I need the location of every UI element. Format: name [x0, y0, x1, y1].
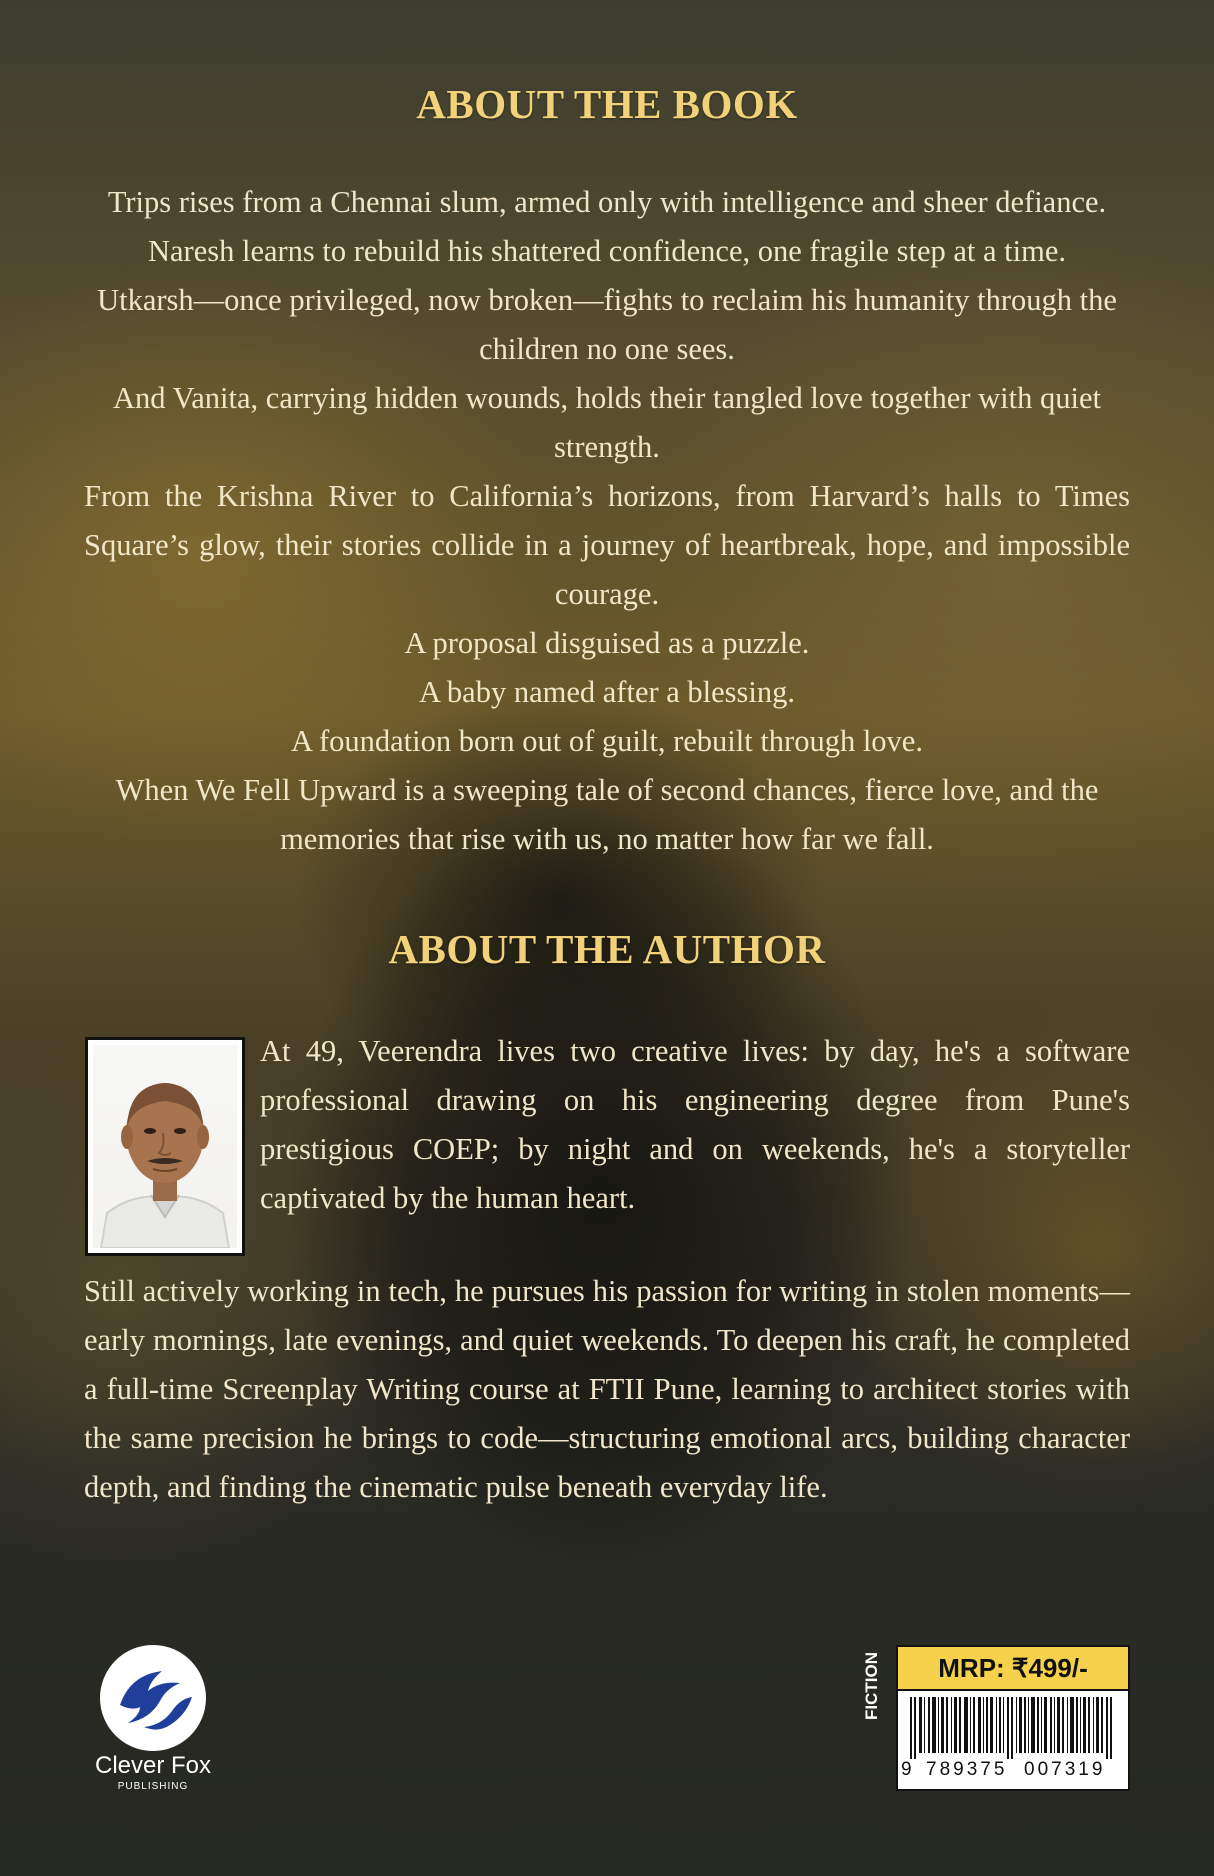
synopsis-paragraph: A proposal disguised as a puzzle.: [404, 626, 810, 660]
publisher-subtitle: PUBLISHING: [117, 1781, 189, 1792]
synopsis-paragraph: And Vanita, carrying hidden wounds, holds their tangled love together with quiet strength.: [113, 381, 1101, 464]
isbn-lead-digit: 9: [901, 1759, 912, 1780]
author-bio-detail: Still actively working in tech, he pursues his passion for writing in stolen moments—early mornings, late evenings, and quiet weekends. To deepen his craft, he completed a full-time Screenplay Writing course at FTII Pune, learning to architect stories with the same precision he brings to code—structuring emotional arcs, building character depth, and finding the cinematic pulse beneath everyday life.: [84, 1274, 1130, 1504]
synopsis-paragraph: A baby named after a blessing.: [418, 675, 796, 709]
publisher-name: Clever Fox: [94, 1752, 212, 1779]
about-book-heading: ABOUT THE BOOK: [416, 81, 798, 127]
barcode-bars: [910, 1697, 1120, 1759]
isbn-group-1: 789375: [926, 1759, 1008, 1780]
synopsis-paragraph: Trips rises from a Chennai slum, armed only with intelligence and sheer defiance.: [107, 185, 1107, 219]
genre-label: FICTION: [862, 1652, 881, 1720]
synopsis-paragraph: Naresh learns to rebuild his shattered confidence, one fragile step at a time.: [147, 234, 1067, 268]
book-synopsis: [84, 178, 1130, 864]
about-author-heading: ABOUT THE AUTHOR: [388, 926, 826, 972]
author-portrait: [93, 1045, 237, 1248]
synopsis-paragraph: A foundation born out of guilt, rebuilt through love.: [291, 724, 923, 758]
author-bio-intro: At 49, Veerendra lives two creative lives: by day, he's a software professional drawing on his engineering degree from Pune's prestigious COEP; by night and on weekends, he's a storyteller captivated by the human heart.: [260, 1034, 1130, 1215]
isbn-barcode: [896, 1691, 1130, 1791]
synopsis-paragraph: Utkarsh—once privileged, now broken—fights to reclaim his humanity through the children no one sees.: [97, 283, 1117, 366]
publisher-logo: [82, 1645, 224, 1795]
author-photo: [85, 1037, 245, 1256]
synopsis-paragraph: When We Fell Upward is a sweeping tale of second chances, fierce love, and the memories that rise with us, no matter how far we fall.: [115, 773, 1099, 856]
synopsis-paragraph: From the Krishna River to California’s horizons, from Harvard’s halls to Times Square’s glow, their stories collide in a journey of heartbreak, hope, and impossible courage.: [84, 479, 1130, 611]
isbn-group-2: 007319: [1024, 1759, 1106, 1780]
fox-logo-icon: [100, 1645, 206, 1751]
price-label: MRP: ₹499/-: [896, 1645, 1130, 1691]
